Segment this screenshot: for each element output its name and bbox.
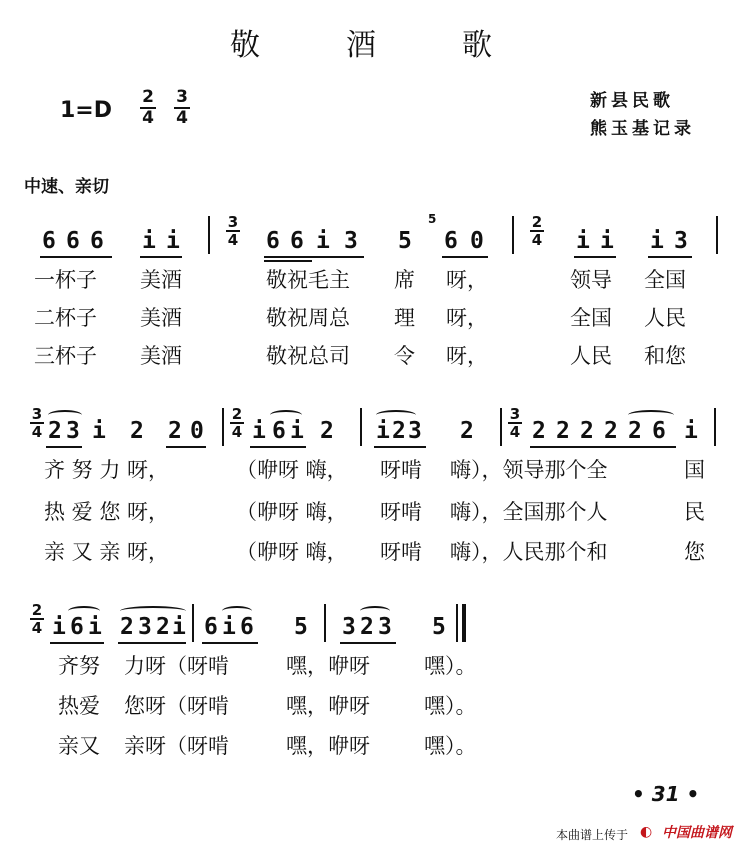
beam xyxy=(264,260,312,262)
beam xyxy=(574,256,616,258)
time-signature: 3 4 xyxy=(509,405,521,441)
note: 3 xyxy=(378,614,392,640)
transcriber: 熊玉基记录 xyxy=(590,119,695,139)
time-signature: 3 4 xyxy=(227,213,239,249)
note: 2 xyxy=(48,418,62,444)
note: 2 xyxy=(130,418,144,444)
note: 2 xyxy=(460,418,474,444)
beam xyxy=(166,446,206,448)
beam xyxy=(340,642,396,644)
note: 2 xyxy=(580,418,594,444)
note: i xyxy=(316,228,330,254)
note: 6 xyxy=(272,418,286,444)
beam xyxy=(374,446,426,448)
note: 3 xyxy=(674,228,688,254)
note: 5 xyxy=(398,228,412,254)
lyric-line-3-1: 齐努 力呀（呀啃 嘿，咿呀 嘿）。 xyxy=(58,654,477,678)
beam xyxy=(50,642,104,644)
note: 3 xyxy=(344,228,358,254)
barline xyxy=(714,408,716,446)
note: 5 xyxy=(294,614,308,640)
note: i xyxy=(172,614,186,640)
barline xyxy=(324,604,326,642)
note: 3 xyxy=(408,418,422,444)
note: 6 xyxy=(204,614,218,640)
barline xyxy=(716,216,718,254)
beam xyxy=(250,446,306,448)
note: i xyxy=(650,228,664,254)
lyric-line-1-1: 一杯子 美酒 敬祝毛主 席 呀， 领导 全国 xyxy=(34,268,686,292)
notation-system-3 xyxy=(0,596,750,646)
note: i xyxy=(290,418,304,444)
tempo-marking: 中速、亲切 xyxy=(24,177,109,197)
lyric-line-1-3: 三杯子 美酒 敬祝总司 令 呀， 人民 和您 xyxy=(34,344,686,368)
song-source: 新县民歌 xyxy=(590,91,674,111)
lyric-line-3-3: 亲又 亲呀（呀啃 嘿，咿呀 嘿）。 xyxy=(58,734,477,758)
note: 0 xyxy=(470,228,484,254)
note: 2 xyxy=(360,614,374,640)
note: i xyxy=(222,614,236,640)
key-signature: 1=D xyxy=(60,98,113,123)
note: 2 xyxy=(532,418,546,444)
logo-icon: ◐ xyxy=(640,824,653,840)
note: 0 xyxy=(190,418,204,444)
note: 3 xyxy=(138,614,152,640)
final-barline-thin xyxy=(456,604,458,642)
beam xyxy=(442,256,488,258)
barline xyxy=(192,604,194,642)
lyric-line-2-3: 亲 又 亲 呀， （咿呀 嗨， 呀啃 嗨），人民那个和 您 xyxy=(44,540,705,564)
note: 2 xyxy=(120,614,134,640)
beam xyxy=(202,642,258,644)
beam xyxy=(140,256,182,258)
note: 2 xyxy=(168,418,182,444)
beam xyxy=(530,446,676,448)
beam xyxy=(40,256,112,258)
page-number: • 31 • xyxy=(632,782,700,806)
note: 6 xyxy=(42,228,56,254)
lyric-line-2-2: 热 爱 您 呀， （咿呀 嗨， 呀啃 嗨），全国那个人 民 xyxy=(44,500,705,524)
lyric-line-1-2: 二杯子 美酒 敬祝周总 理 呀， 全国 人民 xyxy=(34,306,686,330)
meter-signature-b: 3 4 xyxy=(174,88,190,128)
beam xyxy=(118,642,186,644)
barline xyxy=(500,408,502,446)
note: 6 xyxy=(70,614,84,640)
time-signature: 2 4 xyxy=(31,601,43,637)
time-signature: 2 4 xyxy=(531,213,543,249)
beam xyxy=(46,446,82,448)
note: i xyxy=(600,228,614,254)
note: 6 xyxy=(90,228,104,254)
note: 6 xyxy=(240,614,254,640)
notation-system-1 xyxy=(0,212,750,262)
upload-note: 本曲谱上传于 xyxy=(556,828,629,842)
note: 5 xyxy=(432,614,446,640)
note: i xyxy=(684,418,698,444)
final-barline-thick xyxy=(462,604,466,642)
time-signature: 3 4 xyxy=(31,405,43,441)
song-title: 敬 酒 歌 xyxy=(230,28,520,63)
note: i xyxy=(52,614,66,640)
site-logo-link[interactable]: 中国曲谱网 xyxy=(662,825,732,841)
beam xyxy=(648,256,692,258)
note: 6 xyxy=(290,228,304,254)
note: 6 xyxy=(266,228,280,254)
barline xyxy=(512,216,514,254)
note: 2 xyxy=(392,418,406,444)
notation-system-2 xyxy=(0,400,750,450)
note: 2 xyxy=(604,418,618,444)
note: 3 xyxy=(66,418,80,444)
note: 6 xyxy=(66,228,80,254)
note: i xyxy=(376,418,390,444)
barline xyxy=(208,216,210,254)
note: 3 xyxy=(342,614,356,640)
note: i xyxy=(252,418,266,444)
note: 2 xyxy=(156,614,170,640)
beam xyxy=(264,256,364,258)
note: 2 xyxy=(556,418,570,444)
note: 6 xyxy=(444,228,458,254)
note: i xyxy=(166,228,180,254)
meter-signature-a: 2 4 xyxy=(140,88,156,128)
time-signature: 2 4 xyxy=(231,405,243,441)
note: i xyxy=(88,614,102,640)
note: i xyxy=(576,228,590,254)
barline xyxy=(360,408,362,446)
barline xyxy=(222,408,224,446)
note: 2 xyxy=(320,418,334,444)
lyric-line-3-2: 热爱 您呀（呀啃 嘿，咿呀 嘿）。 xyxy=(58,694,477,718)
note: i xyxy=(142,228,156,254)
note: i xyxy=(92,418,106,444)
note: 6 xyxy=(652,418,666,444)
grace-note: 5 xyxy=(428,212,437,226)
note: 2 xyxy=(628,418,642,444)
lyric-line-2-1: 齐 努 力 呀， （咿呀 嗨， 呀啃 嗨），领导那个全 国 xyxy=(44,458,705,482)
